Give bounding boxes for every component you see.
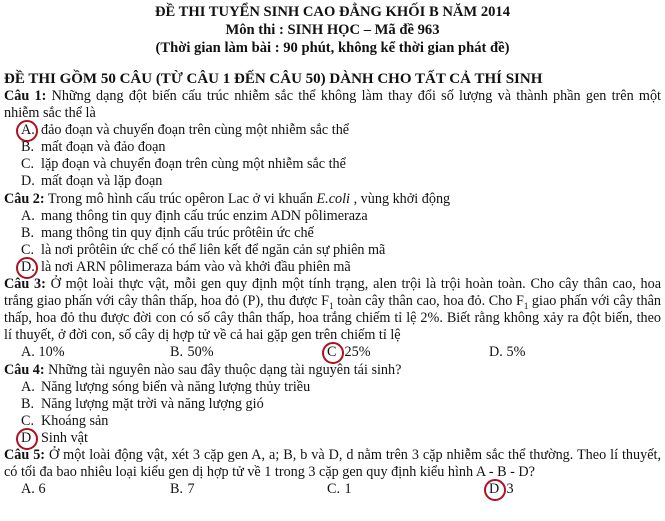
question-text: Ở một loài động vật, xét 3 cặp gen A, a; B, b và D, d nằm trên 3 cặp nhiễm sắc thể thường. Theo lí thuyết, có tối đa bao nhiêu loại kiểu gen dị hợp tử về 1 trong 3 cặp gen quy định kiểu hình A - B - D?: [4, 446, 661, 481]
q5-option-a[interactable]: [21, 481, 170, 498]
option-letter: B.: [21, 139, 35, 156]
question-4: [4, 362, 661, 379]
question-label: Câu 4:: [4, 361, 45, 378]
option-text: Khoáng sản: [41, 412, 109, 429]
q3-option-d[interactable]: [489, 344, 639, 361]
option-text: là nơi prôtêin ức chế có thể liên kết để ngăn cản sự phiên mã: [41, 241, 386, 258]
option-letter: B.: [170, 344, 184, 361]
option-letter: A.: [21, 207, 35, 224]
option-text: 6: [38, 481, 46, 498]
q4-option-d[interactable]: [4, 430, 661, 447]
question-label: Câu 2:: [4, 190, 45, 207]
question-label: Câu 1:: [4, 88, 47, 104]
question-label: Câu 3:: [4, 276, 46, 293]
question-text-end: , vùng khởi động: [350, 190, 451, 207]
question-text: Những tài nguyên nào sau đây thuộc dạng tài nguyên tái sinh?: [44, 361, 402, 378]
option-text: đảo đoạn và chuyển đoạn trên cùng một nhiễm sắc thể: [41, 122, 350, 139]
question-text: Trong mô hình cấu trúc opêron Lac ở vi khuẩn: [44, 190, 317, 207]
q1-option-d[interactable]: [4, 173, 661, 190]
option-letter: C.: [21, 156, 35, 173]
option-text: mất đoạn và đảo đoạn: [41, 139, 166, 156]
q3-option-c[interactable]: [327, 344, 489, 361]
option-letter: A.: [21, 378, 35, 395]
question-text-3: giao phấn với cây thân thấp, hoa đỏ thu được đời con có số cây thân thấp, hoa trắng chiếm tỉ lệ 2%. Biết rằng không xảy ra đột biến, theo lí thuyết, ở đời con, số cây dị hợp tử về cả hai gặp gen trên chiếm tỉ lệ: [4, 293, 661, 344]
generation-subscript: 1: [523, 300, 529, 311]
option-text: mang thông tin quy định cấu trúc prôtêin ức chế: [41, 224, 314, 241]
q5-option-b[interactable]: [170, 481, 327, 498]
option-letter: D.: [489, 344, 503, 361]
q4-option-a[interactable]: [4, 379, 661, 396]
option-text: 5%: [506, 344, 526, 361]
question-3: [4, 276, 661, 344]
option-text: 10%: [38, 344, 65, 361]
q5-options: [4, 481, 661, 498]
question-label: Câu 5:: [4, 446, 46, 463]
option-letter: A.: [21, 481, 35, 498]
q3-option-b[interactable]: [170, 344, 327, 361]
option-text: 3: [506, 481, 514, 498]
option-text: lặp đoạn và chuyển đoạn trên cùng một nhiễm sắc thể: [41, 156, 346, 173]
option-text: 25%: [344, 344, 371, 361]
q5-option-d[interactable]: [489, 481, 639, 498]
option-text: 50%: [187, 344, 214, 361]
option-letter: B.: [21, 395, 35, 412]
q2-option-c[interactable]: [4, 242, 661, 259]
q5-option-c[interactable]: [327, 481, 489, 498]
option-letter: C.: [327, 481, 341, 498]
question-1: [4, 88, 661, 122]
question-text: Ở một loài thực vật, mỗi gen quy định một tính trạng, alen trội là trội hoàn toàn. Cho cây thân cao, hoa trắng giao phấn với cây thân thấp, hoa đỏ (P), thu được F: [4, 276, 661, 310]
option-letter: D.: [21, 259, 41, 276]
q4-option-b[interactable]: [4, 396, 661, 413]
question-5: [4, 447, 661, 481]
option-letter: A.: [21, 122, 41, 139]
q1-option-b[interactable]: [4, 139, 661, 156]
option-letter: A.: [21, 344, 35, 361]
option-letter: C: [327, 344, 341, 361]
option-text: 7: [187, 481, 195, 498]
q1-option-c[interactable]: [4, 156, 661, 173]
q3-option-a[interactable]: [21, 344, 170, 361]
option-letter: D: [489, 481, 503, 498]
option-letter: C.: [21, 241, 35, 258]
q1-option-a[interactable]: [4, 122, 661, 139]
question-2: [4, 191, 661, 208]
option-text: Năng lượng mặt trời và năng lượng gió: [41, 395, 264, 412]
question-text: Những dạng đột biến cấu trúc nhiễm sắc thể không làm thay đổi số lượng và thành phần gen trên một nhiễm sắc thể là: [4, 88, 661, 122]
generation-subscript: 1: [329, 300, 334, 311]
option-text: mất đoạn và lặp đoạn: [41, 173, 163, 190]
option-text: mang thông tin quy định cấu trúc enzim ADN pôlimeraza: [41, 207, 368, 224]
q2-option-b[interactable]: [4, 225, 661, 242]
exam-duration: (Thời gian làm bài : 90 phút, không kể thời gian phát đề): [155, 40, 510, 56]
q3-options: [4, 344, 661, 361]
question-text-2: toàn cây thân cao, hoa đỏ. Cho F: [333, 293, 524, 310]
option-text: Sinh vật: [41, 429, 88, 446]
option-letter: C.: [21, 412, 35, 429]
option-letter: B.: [21, 224, 35, 241]
option-text: là nơi ARN pôlimeraza bám vào và khởi đầu phiên mã: [41, 258, 351, 275]
exam-subject: Môn thi : SINH HỌC – Mã đề 963: [225, 22, 440, 38]
section-title: ĐỀ THI GỒM 50 CÂU (TỪ CÂU 1 ĐẾN CÂU 50) DÀNH CHO TẤT CẢ THÍ SINH: [4, 71, 543, 87]
q2-option-d[interactable]: [4, 259, 661, 276]
exam-title: ĐỀ THI TUYỂN SINH CAO ĐẲNG KHỐI B NĂM 2014: [154, 4, 511, 20]
species-name: E.coli: [316, 190, 351, 207]
option-text: 1: [344, 481, 352, 498]
option-text: Năng lượng sóng biển và năng lượng thủy triều: [41, 378, 311, 395]
option-letter: D.: [21, 173, 35, 190]
option-letter: D: [21, 430, 41, 447]
q2-option-a[interactable]: [4, 208, 661, 225]
option-letter: B.: [170, 481, 184, 498]
q4-option-c[interactable]: [4, 413, 661, 430]
